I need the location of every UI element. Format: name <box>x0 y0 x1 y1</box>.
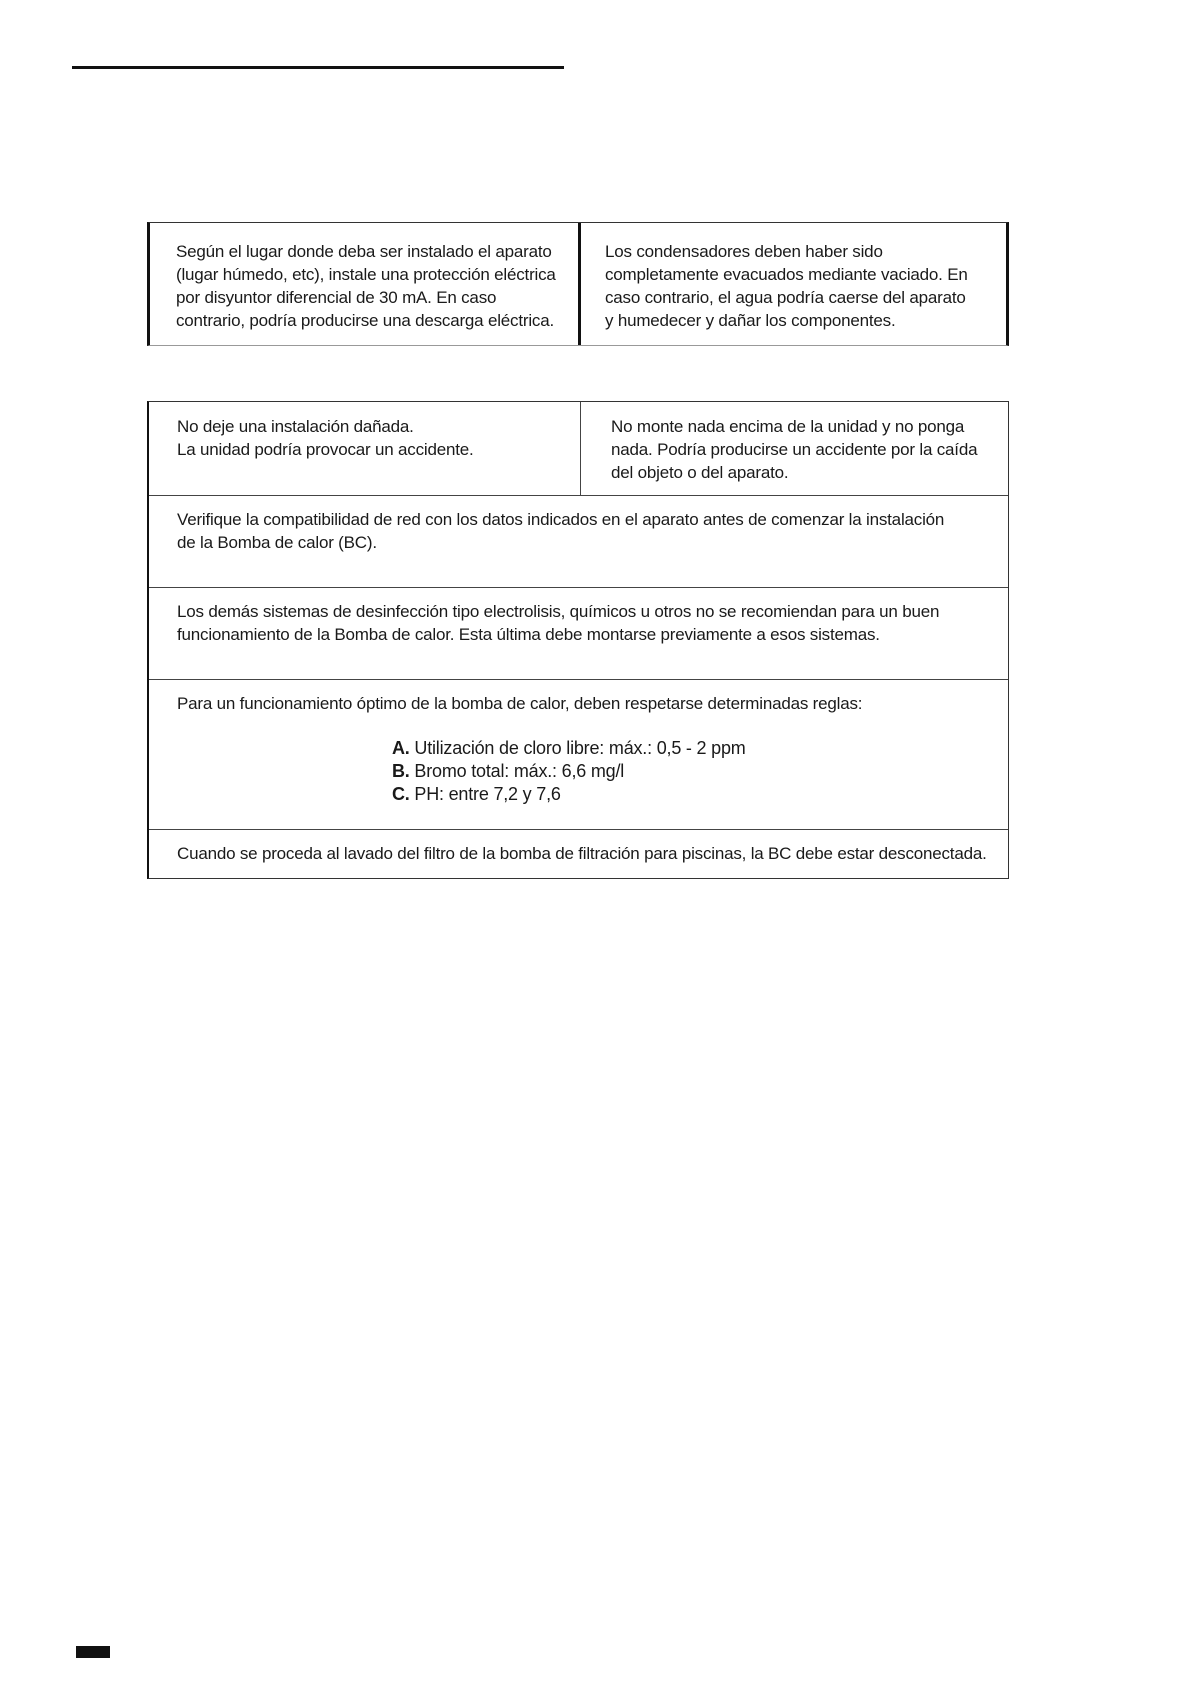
warning-damaged-installation <box>149 402 581 495</box>
warning-box-top <box>147 222 1009 346</box>
rule-item <box>392 737 988 760</box>
rule-item <box>392 783 988 806</box>
header-rule <box>72 66 564 69</box>
rule-item <box>392 760 988 783</box>
text-line: No deje una instalación dañada. <box>177 417 414 436</box>
text-line: No monte nada encima de la unidad y no ponga <box>611 417 965 436</box>
text-line: por disyuntor diferencial de 30 mA. En caso <box>176 288 497 307</box>
page-number-mark <box>76 1646 110 1658</box>
warning-water-rules <box>149 680 1008 830</box>
warning-differential-protection <box>150 223 581 345</box>
text-line: de la Bomba de calor (BC). <box>177 533 377 552</box>
rules-list <box>392 737 988 806</box>
warning-verify-network <box>149 496 1008 588</box>
warning-other-disinfection <box>149 588 1008 680</box>
text-line: Cuando se proceda al lavado del filtro de la bomba de filtración para piscinas, la BC debe estar desconectada. <box>177 844 987 863</box>
text-line: La unidad podría provocar un accidente. <box>177 440 474 459</box>
rule-letter: C. <box>392 784 410 804</box>
text-line: completamente evacuados mediante vaciado. En <box>605 265 968 284</box>
text-line: nada. Podría producirse un accidente por la caída <box>611 440 978 459</box>
text-line: funcionamiento de la Bomba de calor. Esta última debe montarse previamente a esos sistemas. <box>177 625 880 644</box>
warning-nothing-on-top <box>581 402 1008 495</box>
warning-filter-wash <box>149 830 1008 880</box>
text-line: y humedecer y dañar los componentes. <box>605 311 896 330</box>
text-line: (lugar húmedo, etc), instale una protección eléctrica <box>176 265 556 284</box>
text-line: caso contrario, el agua podría caerse del aparato <box>605 288 966 307</box>
rule-text: Utilización de cloro libre: máx.: 0,5 - 2 ppm <box>409 738 746 758</box>
rules-intro: Para un funcionamiento óptimo de la bomba de calor, deben respetarse determinadas reglas: <box>177 694 863 713</box>
rule-text: Bromo total: máx.: 6,6 mg/l <box>409 761 625 781</box>
text-line: Los condensadores deben haber sido <box>605 242 883 261</box>
text-line: Según el lugar donde deba ser instalado el aparato <box>176 242 552 261</box>
warning-row-split <box>149 402 1008 496</box>
rule-letter: B. <box>392 761 410 781</box>
warning-condensers-drained <box>581 223 1006 345</box>
text-line: Verifique la compatibilidad de red con los datos indicados en el aparato antes de comenzar la instalación <box>177 510 945 529</box>
text-line: del objeto o del aparato. <box>611 463 789 482</box>
warning-box-main <box>147 401 1009 879</box>
rule-text: PH: entre 7,2 y 7,6 <box>409 784 561 804</box>
text-line: contrario, podría producirse una descarga eléctrica. <box>176 311 554 330</box>
rule-letter: A. <box>392 738 410 758</box>
text-line: Los demás sistemas de desinfección tipo electrolisis, químicos u otros no se recomiendan para un buen <box>177 602 940 621</box>
